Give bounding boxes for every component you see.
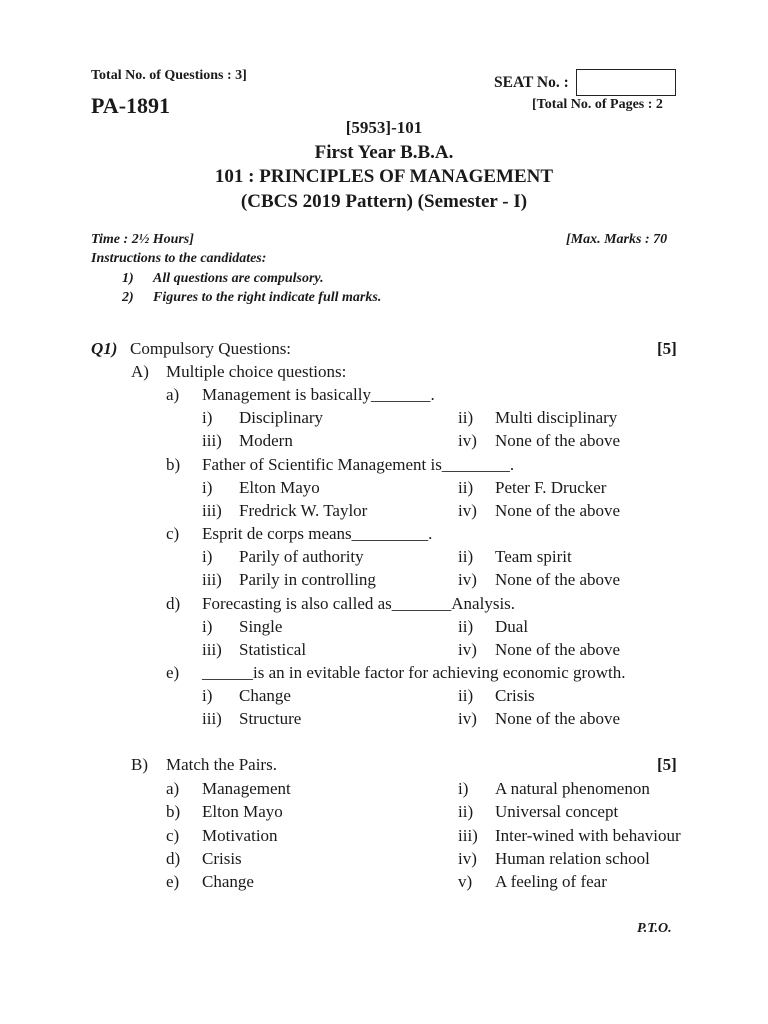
option-text: Elton Mayo [239, 477, 320, 497]
option-label: iii) [202, 570, 222, 589]
option-label: iii) [202, 639, 222, 659]
option-text: Multi disciplinary [495, 408, 618, 427]
seat-label: SEAT No. : [494, 74, 569, 91]
option-text: Crisis [495, 686, 535, 705]
mcq-label: d) [166, 593, 181, 613]
question-marks: [5] [657, 339, 677, 358]
pair-right-label: i) [458, 779, 469, 798]
option-text: Peter F. Drucker [495, 477, 607, 497]
option-text: Single [239, 616, 283, 636]
question-title: Compulsory Questions: [130, 339, 292, 358]
mcq-label: e) [166, 663, 180, 682]
option-text: Change [239, 686, 291, 705]
mcq-label: b) [166, 454, 181, 474]
exam-time: Time : 2½ Hours] [91, 232, 194, 247]
year-title: First Year B.B.A. [314, 142, 454, 163]
pair-left-label: e) [166, 872, 180, 892]
option-label: ii) [458, 547, 474, 566]
option-text: Team spirit [495, 547, 572, 566]
option-label: ii) [458, 686, 474, 705]
pair-left-text: Management [202, 779, 291, 798]
pair-right-label: iv) [458, 848, 477, 868]
option-label: i) [202, 477, 213, 497]
option-label: iv) [458, 500, 477, 520]
pair-left-label: c) [166, 825, 180, 845]
instruction-num: 1) [122, 271, 134, 286]
option-label: iv) [458, 570, 477, 589]
option-label: iii) [202, 431, 222, 450]
pair-right-label: v) [458, 872, 473, 892]
pair-left-text: Crisis [202, 848, 242, 868]
subject-title: 101 : PRINCIPLES OF MANAGEMENT [214, 166, 554, 187]
option-text: Disciplinary [239, 408, 324, 427]
mcq-question-text: Forecasting is also called as_______Analysis. [202, 593, 516, 613]
option-label: iii) [202, 709, 222, 728]
part-label: A) [131, 362, 149, 381]
pair-right-label: ii) [458, 802, 474, 822]
pair-left-label: a) [166, 779, 180, 798]
option-text: Parily in controlling [239, 570, 376, 589]
mcq-question-text: Father of Scientific Management is________. [202, 454, 515, 474]
part-title: Match the Pairs. [166, 755, 277, 774]
pair-left-label: d) [166, 848, 181, 868]
option-text: None of the above [495, 500, 621, 520]
max-marks: [Max. Marks : 70 [566, 232, 668, 247]
mcq-label: a) [166, 385, 180, 404]
pattern-title: (CBCS 2019 Pattern) (Semester - I) [240, 191, 528, 212]
pair-right-text: Human relation school [495, 848, 650, 868]
paper-code: PA-1891 [91, 93, 171, 118]
instruction-text: All questions are compulsory. [153, 271, 324, 286]
instructions-title: Instructions to the candidates: [91, 251, 267, 266]
option-label: iv) [458, 709, 477, 728]
pto-label: P.T.O. [637, 921, 672, 936]
option-text: Dual [495, 616, 529, 636]
total-pages: [Total No. of Pages : 2 [532, 97, 663, 112]
instruction-num: 2) [122, 290, 134, 305]
pair-left-text: Change [202, 872, 254, 892]
pair-left-text: Motivation [202, 825, 278, 845]
option-text: Structure [239, 709, 302, 728]
question-number: Q1) [91, 339, 118, 358]
option-text: None of the above [495, 431, 621, 450]
option-label: ii) [458, 408, 474, 427]
pair-right-text: A feeling of fear [495, 872, 607, 892]
option-label: i) [202, 547, 213, 566]
option-label: iv) [458, 639, 477, 659]
part-title: Multiple choice questions: [166, 362, 347, 381]
pair-left-label: b) [166, 802, 181, 822]
mcq-question-text: Esprit de corps means_________. [202, 524, 433, 543]
part-label: B) [131, 755, 148, 774]
total-questions: Total No. of Questions : 3] [91, 68, 247, 83]
pair-right-text: Universal concept [495, 802, 619, 822]
part-marks: [5] [657, 755, 677, 774]
mcq-question-text: Management is basically_______. [202, 385, 435, 404]
option-label: i) [202, 686, 213, 705]
option-text: Modern [239, 431, 293, 450]
option-label: ii) [458, 477, 474, 497]
option-label: iv) [458, 431, 477, 450]
seat-number-box[interactable] [576, 69, 676, 96]
mcq-label: c) [166, 524, 180, 543]
option-label: i) [202, 408, 213, 427]
pair-right-label: iii) [458, 825, 478, 845]
option-label: iii) [202, 500, 222, 520]
option-label: ii) [458, 616, 474, 636]
pair-left-text: Elton Mayo [202, 802, 283, 822]
option-text: Statistical [239, 639, 307, 659]
option-text: Fredrick W. Taylor [239, 500, 368, 520]
option-text: None of the above [495, 709, 621, 728]
instruction-text: Figures to the right indicate full marks. [153, 290, 382, 305]
option-text: None of the above [495, 570, 621, 589]
pair-right-text: Inter-wined with behaviour [495, 825, 681, 845]
exam-code: [5953]-101 [345, 118, 423, 137]
pair-right-text: A natural phenomenon [495, 779, 650, 798]
option-text: Parily of authority [239, 547, 364, 566]
option-label: i) [202, 616, 213, 636]
option-text: None of the above [495, 639, 621, 659]
mcq-question-text: ______is an in evitable factor for achieving economic growth. [202, 663, 626, 682]
